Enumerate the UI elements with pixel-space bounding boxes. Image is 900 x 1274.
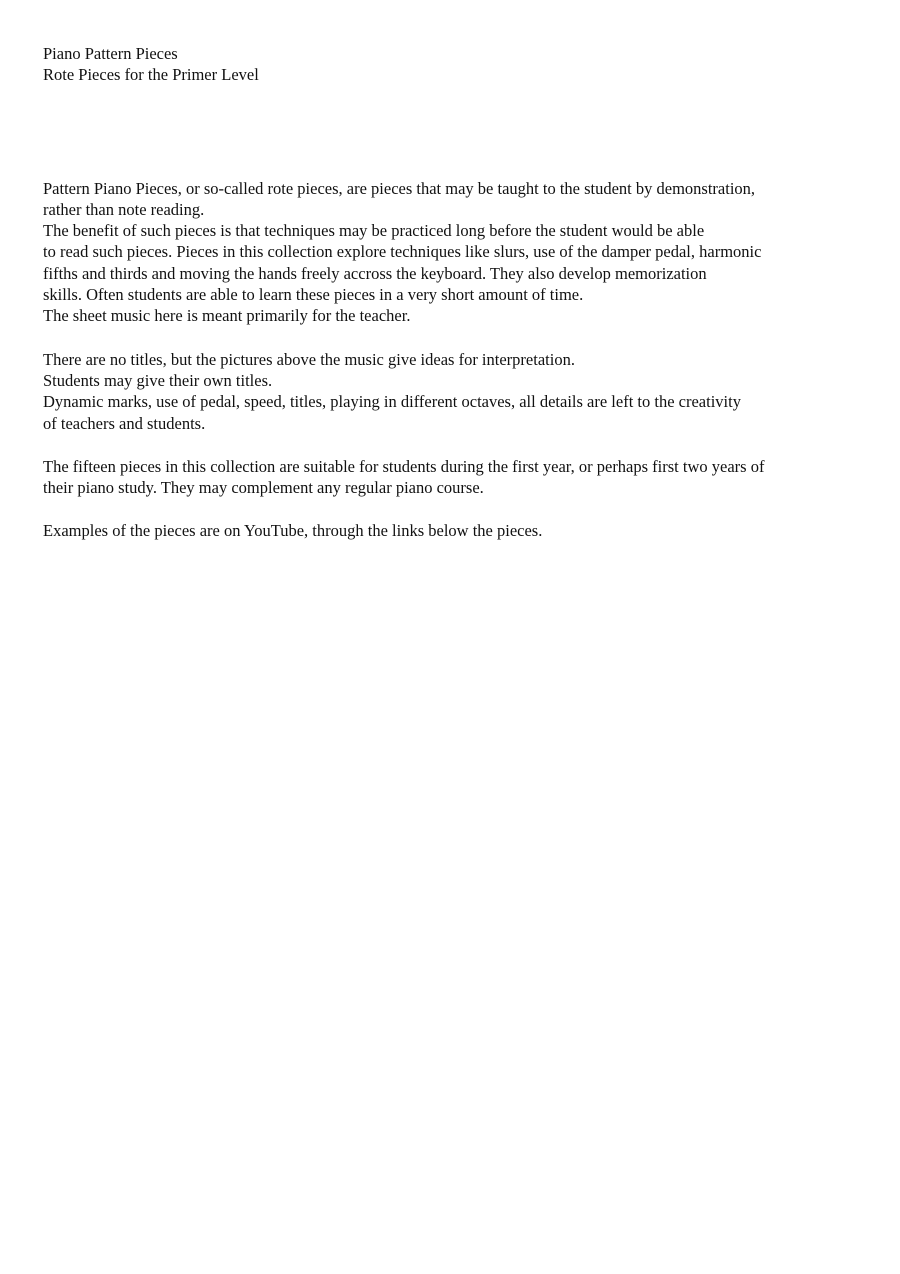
- document-body: [43, 178, 863, 542]
- text-line: Students may give their own titles.: [43, 370, 273, 390]
- text-line: of teachers and students.: [43, 413, 206, 433]
- text-line: Dynamic marks, use of pedal, speed, titles, playing in different octaves, all details are left to the creativity: [43, 392, 741, 412]
- text-line: Pattern Piano Pieces, or so-called rote pieces, are pieces that may be taught to the student by demonstration,: [43, 178, 756, 198]
- paragraph-spacer: [43, 327, 863, 349]
- text-line: skills. Often students are able to learn these pieces in a very short amount of time.: [43, 285, 584, 305]
- text-line: rather than note reading.: [43, 199, 205, 219]
- examples-paragraph: [43, 520, 863, 541]
- text-line: There are no titles, but the pictures above the music give ideas for interpretation.: [43, 349, 575, 369]
- text-line: The sheet music here is meant primarily for the teacher.: [43, 306, 411, 326]
- interpretation-paragraph: [43, 349, 863, 434]
- text-line: The benefit of such pieces is that techniques may be practiced long before the student would be able: [43, 221, 705, 241]
- text-line: fifths and thirds and moving the hands freely accross the keyboard. They also develop memorization: [43, 263, 707, 283]
- paragraph-spacer: [43, 434, 863, 456]
- text-line: Examples of the pieces are on YouTube, through the links below the pieces.: [43, 521, 543, 541]
- intro-paragraph: [43, 178, 863, 327]
- document-page: [43, 43, 863, 542]
- text-line: The fifteen pieces in this collection are suitable for students during the first year, or perhaps first two years of: [43, 456, 765, 476]
- paragraph-spacer: [43, 498, 863, 520]
- document-subtitle: Rote Pieces for the Primer Level: [43, 65, 259, 85]
- text-line: to read such pieces. Pieces in this collection explore techniques like slurs, use of the damper pedal, harmonic: [43, 242, 762, 262]
- suitability-paragraph: [43, 456, 863, 499]
- document-title: Piano Pattern Pieces: [43, 44, 178, 63]
- text-line: their piano study. They may complement any regular piano course.: [43, 478, 484, 498]
- document-header: [43, 43, 863, 86]
